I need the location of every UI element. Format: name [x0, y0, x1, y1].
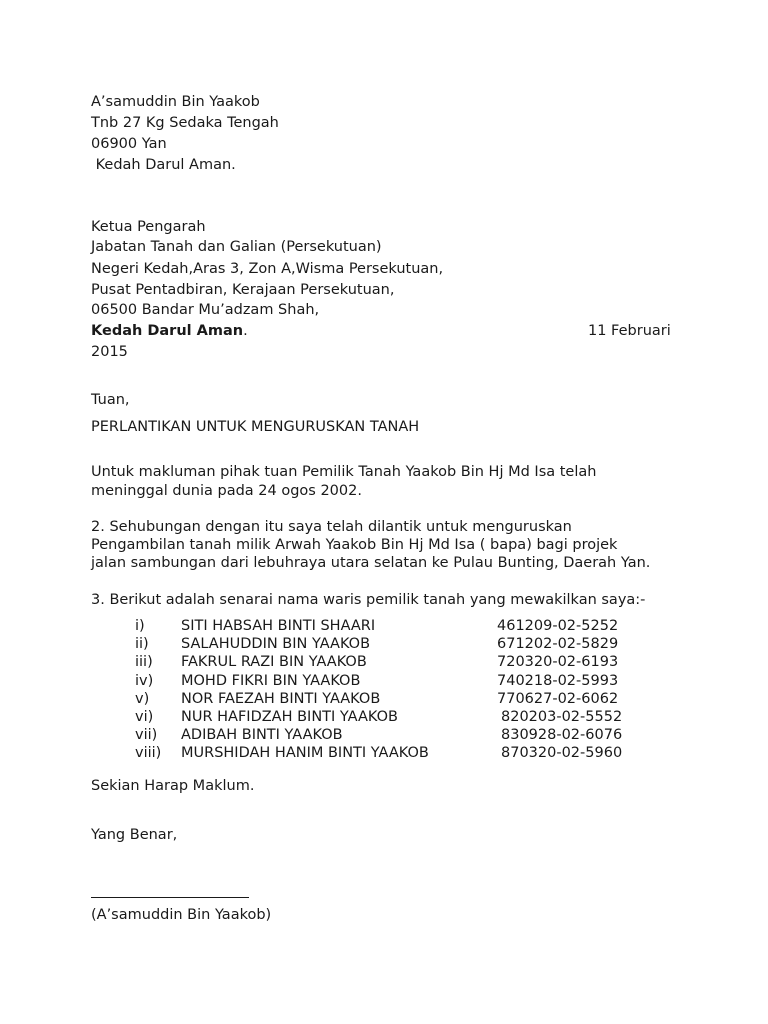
heir-number: vi): [135, 708, 154, 725]
heir-name: NUR HAFIDZAH BINTI YAAKOB: [181, 708, 398, 725]
heir-name: FAKRUL RAZI BIN YAAKOB: [181, 654, 367, 671]
heir-ic-number: 770627-02-6062: [497, 690, 619, 707]
heir-name: SITI HABSAH BINTI SHAARI: [181, 618, 376, 634]
recipient-state: [91, 321, 248, 341]
heir-number: iv): [135, 672, 154, 689]
heir-ic-number: 870320-02-5960: [501, 745, 623, 762]
heir-number: viii): [135, 745, 162, 762]
paragraph-2-line-1: 2. Sehubungan dengan itu saya telah dilantik untuk menguruskan: [91, 519, 572, 535]
heir-number: iii): [135, 654, 153, 671]
paragraph-3: 3. Berikut adalah senarai nama waris pemilik tanah yang mewakilkan saya:-: [91, 592, 646, 608]
heir-number: v): [135, 690, 150, 707]
closing-remark: Sekian Harap Maklum.: [91, 778, 255, 794]
paragraph-1-line-1: Untuk makluman pihak tuan Pemilik Tanah Yaakob Bin Hj Md Isa telah: [91, 464, 597, 480]
recipient-title: Ketua Pengarah: [91, 219, 206, 235]
sender-address-line-3: Kedah Darul Aman.: [91, 157, 236, 173]
sign-off: Yang Benar,: [91, 827, 178, 843]
letter-date-day-month: 11 Februari: [588, 323, 671, 339]
paragraph-2-line-3: jalan sambungan dari lebuhraya utara selatan ke Pulau Bunting, Daerah Yan.: [91, 555, 651, 571]
recipient-state-suffix: .: [243, 323, 248, 339]
salutation: Tuan,: [91, 392, 130, 408]
signature-name: (A’samuddin Bin Yaakob): [91, 907, 272, 923]
heir-name: MURSHIDAH HANIM BINTI YAAKOB: [181, 745, 429, 762]
heir-name: ADIBAH BINTI YAAKOB: [181, 727, 343, 744]
heir-ic-number: 740218-02-5993: [497, 672, 619, 689]
recipient-address-line-1: Negeri Kedah,Aras 3, Zon A,Wisma Persekutuan,: [91, 261, 444, 277]
heir-name: NOR FAEZAH BINTI YAAKOB: [181, 690, 381, 707]
sender-address-line-1: Tnb 27 Kg Sedaka Tengah: [91, 115, 279, 131]
paragraph-1-line-2: meninggal dunia pada 24 ogos 2002.: [91, 483, 362, 499]
heir-ic-number: 671202-02-5829: [497, 636, 619, 653]
heir-ic-number: 820203-02-5552: [501, 708, 623, 725]
paragraph-2-line-2: Pengambilan tanah milik Arwah Yaakob Bin Hj Md Isa ( bapa) bagi projek: [91, 537, 618, 553]
heir-ic-number: 461209-02-5252: [497, 618, 619, 634]
recipient-state-bold: Kedah Darul Aman: [91, 323, 244, 339]
letter-date-year: 2015: [91, 344, 128, 360]
heir-ic-number: 830928-02-6076: [501, 727, 623, 744]
recipient-address-line-2: Pusat Pentadbiran, Kerajaan Persekutuan,: [91, 282, 395, 298]
signature-line: [91, 897, 249, 898]
recipient-department: Jabatan Tanah dan Galian (Persekutuan): [91, 239, 382, 255]
heir-ic-number: 720320-02-6193: [497, 654, 619, 671]
heir-number: vii): [135, 727, 158, 744]
heir-name: SALAHUDDIN BIN YAAKOB: [181, 636, 371, 653]
recipient-address-line-3: 06500 Bandar Mu’adzam Shah,: [91, 302, 320, 318]
heir-number: ii): [135, 636, 149, 653]
sender-name: A’samuddin Bin Yaakob: [91, 94, 260, 110]
heir-name: MOHD FIKRI BIN YAAKOB: [181, 672, 361, 689]
sender-address-line-2: 06900 Yan: [91, 136, 167, 152]
heir-number: i): [135, 618, 145, 634]
subject-heading: PERLANTIKAN UNTUK MENGURUSKAN TANAH: [91, 419, 420, 435]
